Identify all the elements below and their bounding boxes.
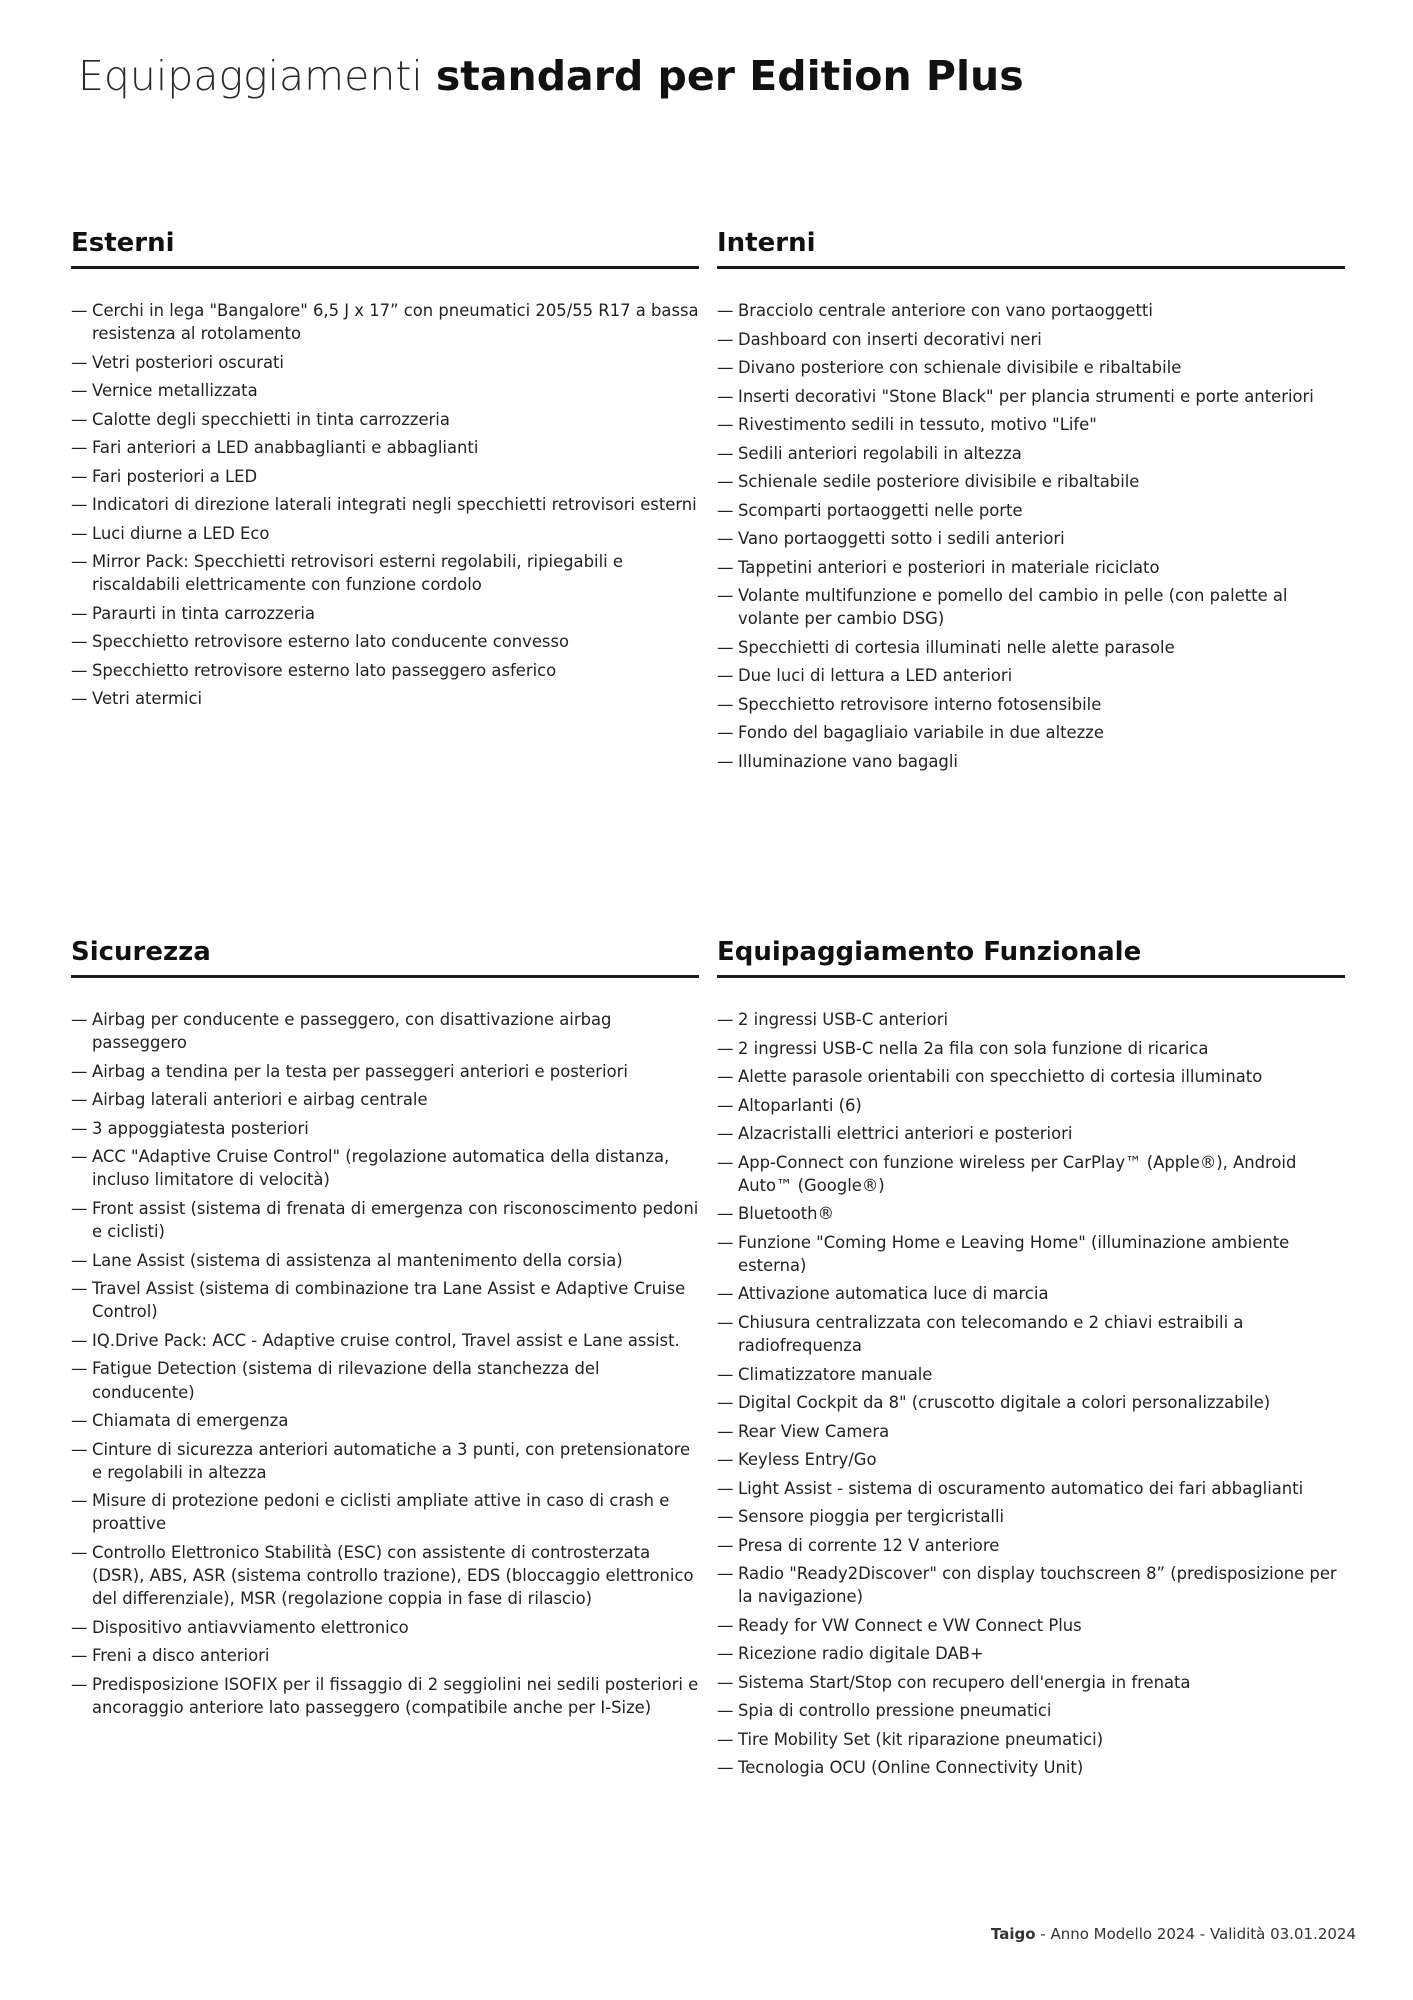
list-item-text: Attivazione automatica luce di marcia [738,1284,1049,1304]
list-item [717,1477,1345,1500]
list-item [71,659,699,682]
list-item-text: Fari anteriori a LED anabbaglianti e abbaglianti [92,438,479,458]
list-item [71,1438,699,1484]
list-item [717,1363,1345,1386]
bullet-dash: — [717,1038,734,1058]
section-sicurezza [71,937,699,1725]
list-item [71,436,699,459]
list-item-text: Specchietto retrovisore esterno lato conducente convesso [92,632,570,652]
bullet-dash: — [717,1067,734,1086]
bullet-dash: — [717,1421,734,1441]
list-item [717,1008,1345,1031]
bullet-dash: — [717,1284,734,1304]
bullet-dash: — [717,1393,734,1413]
feature-list [71,1008,699,1719]
bullet-dash: — [717,557,734,577]
list-item [71,522,699,545]
list-item-text: Climatizzatore manuale [738,1364,933,1384]
list-item-text: Inserti decorativi "Stone Black" per plancia strumenti e porte anteriori [738,386,1314,406]
list-item [71,1409,699,1432]
bullet-dash: — [717,329,734,349]
bullet-dash: — [71,552,88,572]
list-item-text: Vernice metallizzata [92,381,258,401]
list-item [717,1311,1345,1357]
list-item [717,1231,1345,1277]
list-item [71,465,699,488]
bullet-dash: — [71,632,88,652]
bullet-dash: — [717,1507,734,1527]
list-item-text: Lane Assist (sistema di assistenza al mantenimento della corsia) [92,1250,623,1270]
bullet-dash: — [717,301,734,320]
bullet-dash: — [71,1198,88,1218]
bullet-dash: — [71,1674,88,1694]
list-item-text: Vetri posteriori oscurati [92,352,284,372]
list-item-text: Misure di protezione pedoni e ciclisti ampliate attive in caso di crash e proattive [92,1491,670,1534]
bullet-dash: — [717,415,734,434]
feature-list [717,299,1345,773]
list-item-text: Fari posteriori a LED [92,466,258,486]
list-item-text: Calotte degli specchietti in tinta carrozzeria [92,409,450,429]
list-item [717,442,1345,465]
bullet-dash: — [717,586,734,605]
list-item-text: Tire Mobility Set (kit riparazione pneumatici) [738,1729,1104,1749]
list-item-text: Due luci di lettura a LED anteriori [738,666,1013,686]
list-item [71,1088,699,1111]
list-item-text: Luci diurne a LED Eco [92,523,270,543]
list-item-text: Funzione "Coming Home e Leaving Home" (illuminazione ambiente esterna) [738,1232,1290,1275]
bullet-dash: — [71,1061,88,1081]
list-item [71,1197,699,1243]
list-item [717,413,1345,436]
bullet-dash: — [717,1701,734,1721]
bullet-dash: — [717,443,734,463]
list-item [71,1008,699,1054]
list-item [717,1614,1345,1637]
list-item [717,1756,1345,1779]
list-item-text: 3 appoggiatesta posteriori [92,1118,309,1138]
list-item [71,299,699,345]
list-item [717,1671,1345,1694]
bullet-dash: — [71,1010,88,1029]
bullet-dash: — [71,523,88,543]
list-item-text: Alette parasole orientabili con specchietto di cortesia illuminato [738,1067,1263,1086]
bullet-dash: — [717,1152,734,1172]
bullet-dash: — [717,666,734,686]
list-item-text: Cinture di sicurezza anteriori automatiche a 3 punti, con pretensionatore e regolabili in altezza [92,1439,691,1482]
bullet-dash: — [717,1478,734,1498]
bullet-dash: — [71,1542,88,1562]
list-item-text: Tecnologia OCU (Online Connectivity Unit) [738,1758,1084,1778]
list-item-text: Tappetini anteriori e posteriori in materiale riciclato [738,557,1160,577]
list-item [71,687,699,710]
bullet-dash: — [71,660,88,680]
list-item-text: Vano portaoggetti sotto i sedili anteriori [738,529,1065,548]
bullet-dash: — [717,1204,734,1224]
list-item-text: Mirror Pack: Specchietti retrovisori esterni regolabili, ripiegabili e riscaldabili elettricamente con funzione cordolo [92,552,623,595]
list-item-text: Light Assist - sistema di oscuramento automatico dei fari abbaglianti [738,1478,1304,1498]
section-heading: Sicurezza [71,937,699,978]
list-item-text: Altoparlanti (6) [738,1095,862,1115]
list-item [71,351,699,374]
bullet-dash: — [717,694,734,714]
page-title [78,52,1024,100]
list-item-text: Predisposizione ISOFIX per il fissaggio di 2 seggiolini nei sedili posteriori e ancoraggio anteriore lato passeggero (compatibile anche per I-Size) [92,1674,699,1718]
list-item-text: Ricezione radio digitale DAB+ [738,1644,984,1664]
bullet-dash: — [71,1617,88,1637]
bullet-dash: — [71,301,88,320]
bullet-dash: — [71,1118,88,1138]
feature-list [71,299,699,711]
bullet-dash: — [71,1147,88,1167]
list-item [717,1122,1345,1145]
bullet-dash: — [717,1729,734,1749]
list-item [717,1534,1345,1557]
list-item [717,721,1345,744]
list-item [71,1117,699,1140]
list-item [71,1489,699,1535]
bullet-dash: — [717,386,734,406]
bullet-dash: — [717,1364,734,1384]
list-item [717,1391,1345,1414]
bullet-dash: — [717,1644,734,1664]
list-item-text: Fondo del bagagliaio variabile in due altezze [738,723,1104,743]
list-item [717,1282,1345,1305]
list-item [71,1673,699,1719]
bullet-dash: — [717,1010,734,1029]
bullet-dash: — [717,637,734,657]
list-item-text: Alzacristalli elettrici anteriori e posteriori [738,1124,1073,1143]
list-item-text: Specchietto retrovisore esterno lato passeggero asferico [92,660,557,680]
section-heading: Esterni [71,228,699,269]
list-item-text: Sedili anteriori regolabili in altezza [738,443,1022,463]
list-item [717,1728,1345,1751]
list-item [717,1065,1345,1088]
title-bold: standard per Edition Plus [435,52,1024,100]
list-item [717,299,1345,322]
list-item-text: Freni a disco anteriori [92,1646,270,1666]
list-item-text: Paraurti in tinta carrozzeria [92,603,316,623]
list-item-text: Controllo Elettronico Stabilità (ESC) con assistente di controsterzata (DSR), ABS, ASR (sistema controllo trazione), EDS (bloccaggio elettronico del differenziale), MSR (regolazione coppia in fase di rilascio) [92,1542,694,1609]
list-item [717,1699,1345,1722]
bullet-dash: — [71,352,88,372]
list-item [717,328,1345,351]
list-item [71,1060,699,1083]
list-item [71,379,699,402]
list-item-text: Airbag per conducente e passeggero, con disattivazione airbag passeggero [92,1010,612,1053]
bullet-dash: — [71,689,88,709]
bullet-dash: — [71,381,88,401]
section-esterni [71,228,699,716]
list-item-text: Front assist (sistema di frenata di emergenza con risconoscimento pedoni e ciclisti) [92,1198,699,1242]
bullet-dash: — [717,1564,734,1584]
list-item-text: Keyless Entry/Go [738,1450,877,1470]
list-item [71,1644,699,1667]
list-item-text: Travel Assist (sistema di combinazione tra Lane Assist e Adaptive Cruise Control) [92,1279,686,1322]
list-item-text: Airbag laterali anteriori e airbag centrale [92,1090,428,1110]
footer-model: Taigo [990,1925,1036,1943]
bullet-dash: — [71,1491,88,1511]
list-item-text: Indicatori di direzione laterali integrati negli specchietti retrovisori esterni [92,495,697,515]
bullet-dash: — [717,1615,734,1635]
list-item-text: Presa di corrente 12 V anteriore [738,1535,1000,1555]
bullet-dash: — [71,495,88,515]
list-item-text: Specchietto retrovisore interno fotosensibile [738,694,1102,714]
bullet-dash: — [71,603,88,623]
list-item-text: Cerchi in lega "Bangalore" 6,5 J x 17” con pneumatici 205/55 R17 a bassa resistenza al rotolamento [92,301,699,344]
list-item [717,1151,1345,1197]
list-item-text: Airbag a tendina per la testa per passeggeri anteriori e posteriori [92,1061,628,1081]
list-item [717,1202,1345,1225]
list-item-text: Fatigue Detection (sistema di rilevazione della stanchezza del conducente) [92,1359,600,1402]
list-item [717,1642,1345,1665]
list-item [71,493,699,516]
list-item [717,750,1345,773]
section-interni [717,228,1345,778]
section-heading: Equipaggiamento Funzionale [717,937,1345,978]
list-item-text: Sensore pioggia per tergicristalli [738,1507,1005,1527]
bullet-dash: — [71,1411,88,1431]
bullet-dash: — [717,1232,734,1252]
list-item [717,1562,1345,1608]
list-item-text: Divano posteriore con schienale divisibile e ribaltabile [738,358,1182,377]
list-item [71,1249,699,1272]
list-item [717,527,1345,550]
list-item [71,550,699,596]
bullet-dash: — [717,1312,734,1332]
list-item-text: Vetri atermici [92,689,203,709]
bullet-dash: — [71,1279,88,1299]
list-item [717,1094,1345,1117]
list-item-text: Chiamata di emergenza [92,1411,289,1431]
bullet-dash: — [71,438,88,458]
list-item-text: Spia di controllo pressione pneumatici [738,1701,1052,1721]
list-item-text: App-Connect con funzione wireless per CarPlay™ (Apple®), Android Auto™ (Google®) [738,1152,1297,1195]
list-item-text: Chiusura centralizzata con telecomando e 2 chiavi estraibili a radiofrequenza [738,1312,1244,1356]
list-item [717,1448,1345,1471]
bullet-dash: — [717,723,734,743]
list-item-text: Specchietti di cortesia illuminati nelle alette parasole [738,637,1175,657]
bullet-dash: — [71,1090,88,1110]
bullet-dash: — [717,500,734,520]
bullet-dash: — [717,1450,734,1470]
list-item-text: Ready for VW Connect e VW Connect Plus [738,1615,1082,1635]
bullet-dash: — [717,529,734,548]
bullet-dash: — [717,751,734,771]
bullet-dash: — [717,1124,734,1143]
list-item [717,470,1345,493]
list-item [717,556,1345,579]
list-item [717,1037,1345,1060]
bullet-dash: — [717,1535,734,1555]
bullet-dash: — [71,1330,88,1350]
bullet-dash: — [71,1359,88,1379]
bullet-dash: — [717,358,734,377]
list-item [717,636,1345,659]
list-item-text: Sistema Start/Stop con recupero dell'energia in frenata [738,1672,1191,1692]
list-item [71,1357,699,1403]
bullet-dash: — [71,409,88,429]
list-item [71,602,699,625]
list-item-text: Rear View Camera [738,1421,890,1441]
list-item [71,408,699,431]
bullet-dash: — [71,1439,88,1459]
list-item [717,664,1345,687]
footer-validity: - Anno Modello 2024 - Validità 03.01.2024 [1035,1925,1356,1943]
bullet-dash: — [71,1646,88,1666]
list-item-text: Dispositivo antiavviamento elettronico [92,1617,409,1637]
list-item [71,1277,699,1323]
list-item-text: ACC "Adaptive Cruise Control" (regolazione automatica della distanza, incluso limitatore di velocità) [92,1147,670,1190]
title-light: Equipaggiamenti [78,52,423,100]
list-item-text: Volante multifunzione e pomello del cambio in pelle (con palette al volante per cambio DSG) [738,586,1288,629]
list-item [717,385,1345,408]
list-item [71,1329,699,1352]
list-item [717,584,1345,630]
list-item-text: Digital Cockpit da 8" (cruscotto digitale a colori personalizzabile) [738,1393,1271,1413]
list-item-text: 2 ingressi USB-C nella 2a fila con sola funzione di ricarica [738,1038,1209,1058]
list-item-text: Rivestimento sedili in tessuto, motivo "Life" [738,415,1097,434]
section-equipaggiamento-funzionale [717,937,1345,1785]
bullet-dash: — [71,466,88,486]
bullet-dash: — [71,1250,88,1270]
list-item [71,1541,699,1611]
bullet-dash: — [717,1672,734,1692]
list-item [71,630,699,653]
list-item-text: Radio "Ready2Discover" con display touchscreen 8” (predisposizione per la navigazione) [738,1564,1337,1607]
list-item [717,499,1345,522]
section-heading: Interni [717,228,1345,269]
footer [991,1925,1356,1943]
list-item-text: Illuminazione vano bagagli [738,751,958,771]
feature-list [717,1008,1345,1780]
list-item [717,693,1345,716]
list-item [717,1420,1345,1443]
list-item-text: 2 ingressi USB-C anteriori [738,1010,949,1029]
bullet-dash: — [717,1758,734,1778]
list-item [717,1505,1345,1528]
list-item-text: Bracciolo centrale anteriore con vano portaoggetti [738,301,1153,320]
bullet-dash: — [717,1095,734,1115]
list-item [717,356,1345,379]
list-item [71,1145,699,1191]
bullet-dash: — [717,472,734,491]
list-item-text: IQ.Drive Pack: ACC - Adaptive cruise control, Travel assist e Lane assist. [92,1330,680,1350]
list-item-text: Schienale sedile posteriore divisibile e ribaltabile [738,472,1140,491]
list-item-text: Scomparti portaoggetti nelle porte [738,500,1023,520]
list-item-text: Bluetooth® [738,1204,834,1224]
list-item [71,1616,699,1639]
list-item-text: Dashboard con inserti decorativi neri [738,329,1042,349]
